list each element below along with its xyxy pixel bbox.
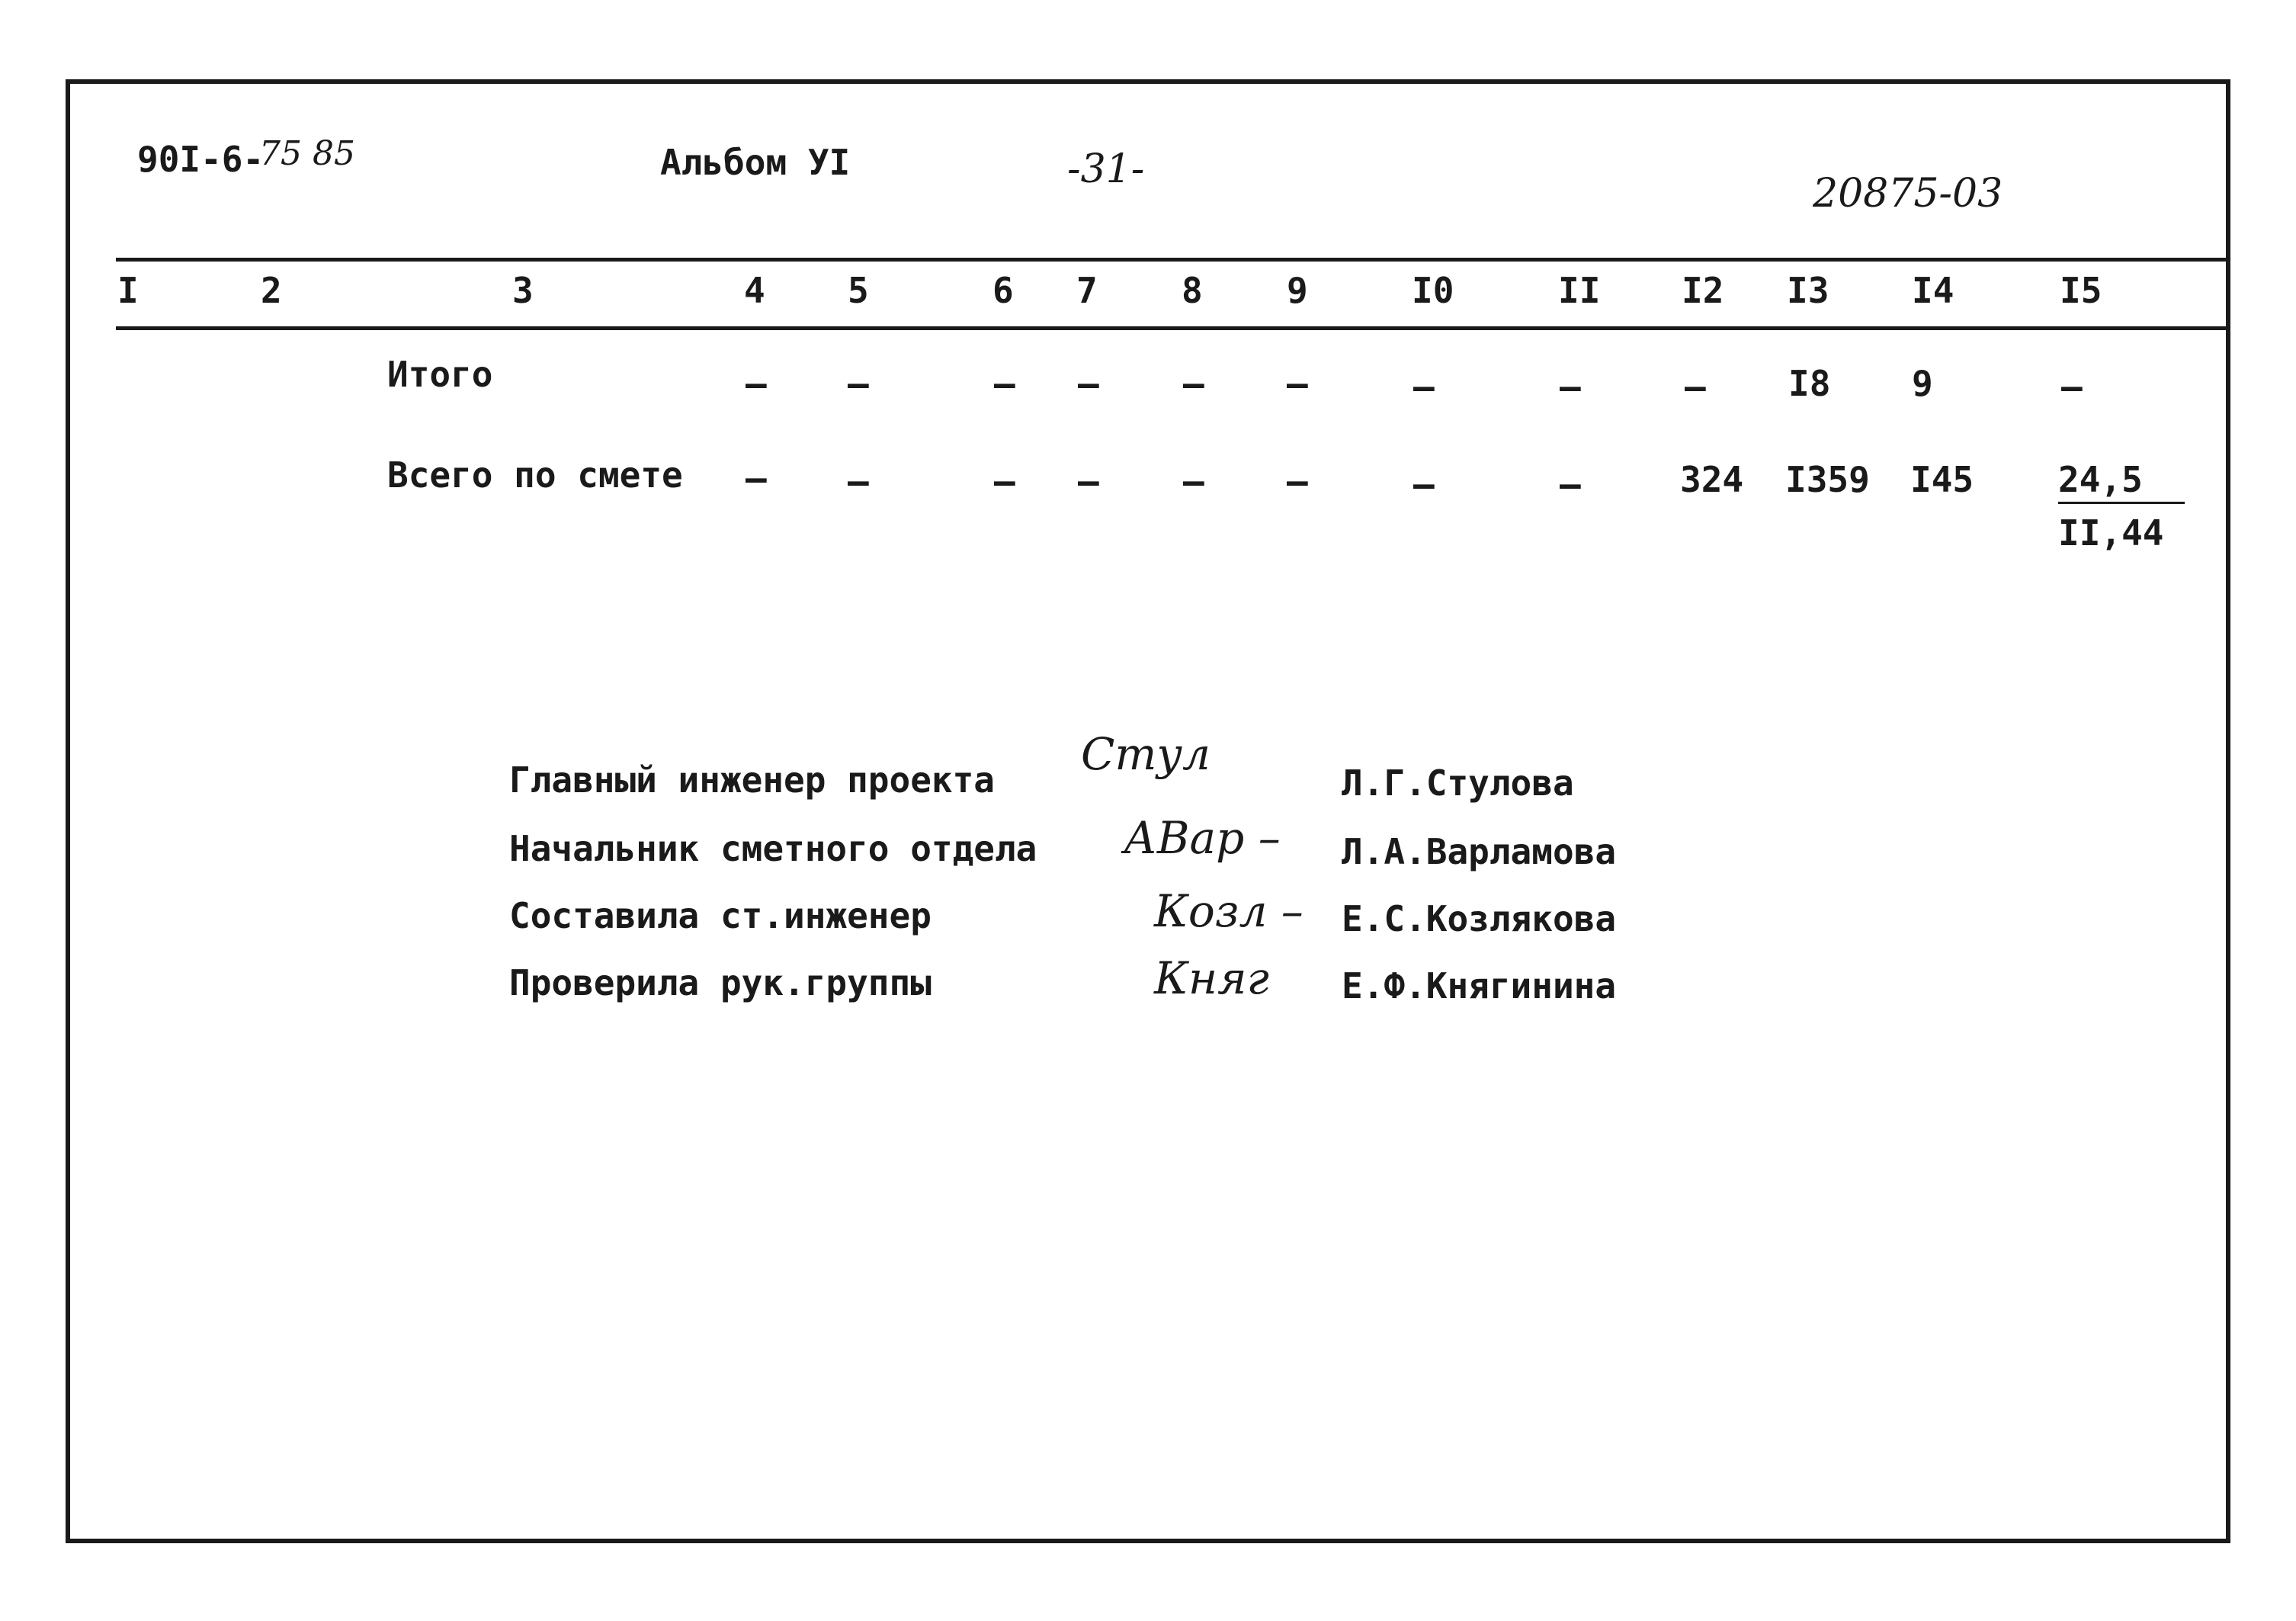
table-cell: –	[1413, 366, 1435, 407]
signatory-name: Л.А.Варламова	[1342, 831, 1617, 872]
table-cell: –	[1078, 363, 1099, 404]
column-header-7: 7	[1076, 270, 1098, 311]
archive-code: 20875-03	[1813, 171, 2003, 217]
fraction-denominator: II,44	[2058, 512, 2164, 554]
signature-role: Начальник сметного отдела	[509, 828, 1037, 869]
signature-role: Составила ст.инженер	[509, 895, 932, 936]
handwritten-signature: Козл –	[1154, 885, 1304, 937]
table-cell: –	[994, 461, 1015, 502]
page-frame	[66, 79, 2230, 1543]
table-cell: –	[848, 363, 869, 404]
table-cell: 9	[1912, 363, 1933, 404]
fraction-line	[2058, 502, 2185, 504]
page-number: -31-	[1067, 146, 1145, 192]
signatory-name: Л.Г.Стулова	[1342, 762, 1574, 804]
table-header-rule	[116, 326, 2226, 330]
column-header-1: I	[117, 270, 139, 311]
column-header-3: 3	[512, 270, 534, 311]
column-header-5: 5	[848, 270, 869, 311]
signatory-name: Е.Ф.Княгинина	[1342, 965, 1617, 1006]
table-cell: –	[1560, 464, 1581, 505]
table-cell: 324	[1680, 459, 1744, 500]
row-label: Всего по смете	[387, 454, 683, 496]
handwritten-signature: АВар –	[1124, 812, 1281, 864]
handwritten-signature: Стул	[1081, 728, 1211, 780]
table-cell: –	[1183, 461, 1204, 502]
column-header-12: I2	[1682, 270, 1724, 311]
column-header-8: 8	[1182, 270, 1203, 311]
table-cell: –	[1685, 366, 1706, 407]
signature-role: Проверила рук.группы	[509, 962, 932, 1003]
table-cell: –	[746, 457, 767, 499]
table-cell: –	[1287, 461, 1308, 502]
column-header-14: I4	[1912, 270, 1954, 311]
table-cell: –	[1413, 464, 1435, 505]
column-header-11: II	[1558, 270, 1601, 311]
table-cell: –	[1560, 366, 1581, 407]
table-cell: –	[1078, 461, 1099, 502]
table-cell: I359	[1785, 459, 1870, 500]
table-top-rule	[116, 258, 2226, 262]
table-cell: I45	[1910, 459, 1974, 500]
column-header-15: I5	[2060, 270, 2102, 311]
row-label: Итого	[387, 354, 493, 395]
album-label: Альбом УI	[660, 142, 851, 183]
doc-number-prefix: 90I-6-	[137, 139, 265, 180]
fraction-numerator: 24,5	[2058, 459, 2143, 500]
table-cell: –	[1287, 363, 1308, 404]
column-header-6: 6	[992, 270, 1014, 311]
column-header-10: I0	[1412, 270, 1454, 311]
column-header-2: 2	[261, 270, 282, 311]
signature-role: Главный инженер проекта	[509, 759, 995, 801]
table-cell: I8	[1788, 363, 1831, 404]
table-cell: –	[1183, 363, 1204, 404]
column-header-4: 4	[744, 270, 765, 311]
table-cell: –	[746, 363, 767, 404]
table-cell: –	[2061, 366, 2083, 407]
signatory-name: Е.С.Козлякова	[1342, 898, 1617, 939]
table-cell: –	[848, 461, 869, 502]
table-cell: –	[994, 363, 1015, 404]
doc-number-handwritten: 75 85	[259, 134, 355, 173]
handwritten-signature: Княг	[1154, 952, 1269, 1004]
column-header-9: 9	[1287, 270, 1308, 311]
column-header-13: I3	[1787, 270, 1829, 311]
